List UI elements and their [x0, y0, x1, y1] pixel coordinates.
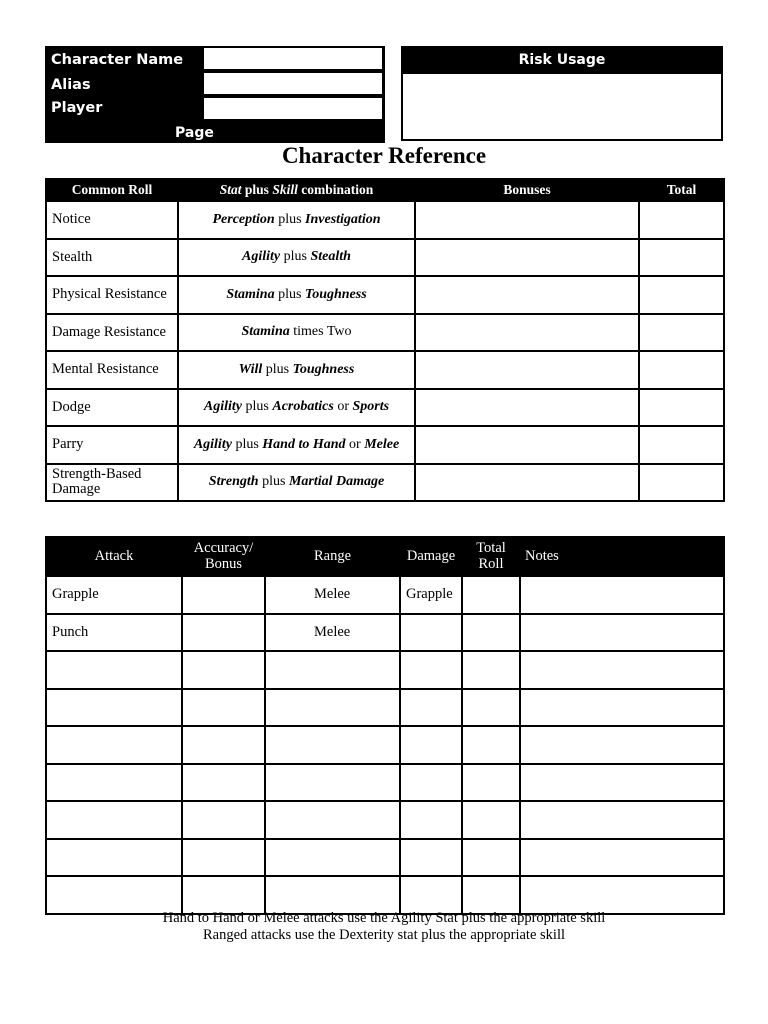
- damage-cell[interactable]: [400, 726, 462, 764]
- damage-cell[interactable]: [400, 876, 462, 914]
- notes-cell[interactable]: [520, 876, 724, 914]
- player-label: Player: [51, 100, 103, 116]
- skill-name: Martial Damage: [288, 474, 385, 490]
- bonuses-cell[interactable]: [415, 351, 639, 389]
- operator: plus: [265, 361, 290, 377]
- reference-row: [46, 464, 724, 502]
- roll-name: Stealth: [46, 239, 178, 277]
- reference-row: [46, 351, 724, 389]
- skill-word: Skill: [272, 182, 298, 197]
- notes-cell[interactable]: [520, 839, 724, 877]
- column-header-attack: Attack: [46, 537, 182, 576]
- stat-name: Perception: [212, 211, 275, 227]
- range-cell[interactable]: [265, 651, 400, 689]
- roll-name: Parry: [46, 426, 178, 464]
- damage-cell[interactable]: Grapple: [400, 576, 462, 614]
- total-roll-cell[interactable]: [462, 576, 520, 614]
- column-header-bonuses: Bonuses: [415, 179, 639, 201]
- total-roll-cell[interactable]: [462, 876, 520, 914]
- range-cell[interactable]: [265, 689, 400, 727]
- skill-name: Investigation: [305, 211, 381, 227]
- operator-or: or: [349, 436, 361, 452]
- risk-usage-box[interactable]: [401, 46, 723, 141]
- attack-cell[interactable]: [46, 801, 182, 839]
- damage-cell[interactable]: [400, 764, 462, 802]
- attack-row: [46, 689, 724, 727]
- roll-combination: [178, 464, 415, 502]
- stat-word: Stat: [219, 182, 242, 197]
- total-cell[interactable]: [639, 389, 724, 427]
- damage-cell[interactable]: [400, 801, 462, 839]
- total-cell[interactable]: [639, 464, 724, 502]
- total-cell[interactable]: [639, 426, 724, 464]
- damage-cell[interactable]: [400, 614, 462, 652]
- accuracy-cell[interactable]: [182, 839, 265, 877]
- notes-cell[interactable]: [520, 801, 724, 839]
- reference-row: [46, 426, 724, 464]
- bonuses-cell[interactable]: [415, 276, 639, 314]
- risk-usage-label: Risk Usage: [403, 48, 721, 74]
- notes-cell[interactable]: [520, 651, 724, 689]
- roll-name: Dodge: [46, 389, 178, 427]
- reference-row: [46, 389, 724, 427]
- reference-row: [46, 276, 724, 314]
- total-roll-cell[interactable]: [462, 764, 520, 802]
- accuracy-cell[interactable]: [182, 726, 265, 764]
- attack-cell[interactable]: [46, 726, 182, 764]
- accuracy-cell[interactable]: [182, 801, 265, 839]
- accuracy-cell[interactable]: [182, 876, 265, 914]
- bonuses-cell[interactable]: [415, 464, 639, 502]
- operator: plus: [262, 474, 286, 490]
- column-header-total: Total: [639, 179, 724, 201]
- operator: plus: [278, 211, 302, 227]
- footnote-melee: Hand to Hand or Melee attacks use the Agility Stat plus the appropriate skill: [162, 910, 606, 926]
- damage-cell[interactable]: [400, 839, 462, 877]
- total-roll-cell[interactable]: [462, 689, 520, 727]
- accuracy-cell[interactable]: [182, 651, 265, 689]
- footnote-ranged: Ranged attacks use the Dexterity stat plus the appropriate skill: [203, 927, 565, 943]
- operator-or: or: [337, 399, 349, 415]
- operator: plus: [278, 286, 302, 302]
- bonuses-cell[interactable]: [415, 314, 639, 352]
- stat-name: Agility: [193, 436, 232, 452]
- stat-name: Will: [238, 361, 263, 377]
- character-reference-table: [45, 178, 725, 502]
- roll-combination: [178, 426, 415, 464]
- range-cell[interactable]: Melee: [265, 614, 400, 652]
- attack-cell[interactable]: [46, 839, 182, 877]
- bonuses-cell[interactable]: [415, 239, 639, 277]
- column-header-notes: Notes: [520, 537, 724, 576]
- attack-table: [45, 536, 725, 915]
- total-cell[interactable]: [639, 239, 724, 277]
- total-cell[interactable]: [639, 314, 724, 352]
- page-title: Character Reference: [281, 143, 487, 168]
- total-cell[interactable]: [639, 276, 724, 314]
- total-cell[interactable]: [639, 351, 724, 389]
- total-roll-cell[interactable]: [462, 651, 520, 689]
- roll-combination: [178, 314, 415, 352]
- roll-name: Damage Resistance: [46, 314, 178, 352]
- attack-row: [46, 726, 724, 764]
- skill-name: Acrobatics: [272, 399, 334, 415]
- attack-cell[interactable]: [46, 651, 182, 689]
- roll-combination: [178, 351, 415, 389]
- plus-word: plus: [244, 182, 269, 197]
- total-roll-cell[interactable]: [462, 801, 520, 839]
- accuracy-cell[interactable]: [182, 576, 265, 614]
- character-info-box: [45, 46, 385, 143]
- notes-cell[interactable]: [520, 689, 724, 727]
- character-name-field[interactable]: [203, 47, 383, 70]
- reference-row: [46, 239, 724, 277]
- reference-row: [46, 201, 724, 239]
- attack-row: [46, 801, 724, 839]
- reference-header-row: [46, 179, 724, 201]
- range-cell[interactable]: [265, 726, 400, 764]
- stat-name: Stamina: [226, 286, 275, 302]
- range-cell[interactable]: [265, 839, 400, 877]
- roll-combination: [178, 201, 415, 239]
- stat-name: Agility: [203, 399, 243, 415]
- attack-row: [46, 651, 724, 689]
- column-header-accuracy: Accuracy/ Bonus: [182, 537, 265, 576]
- attack-cell[interactable]: Grapple: [46, 576, 182, 614]
- accuracy-cell[interactable]: [182, 689, 265, 727]
- attack-cell[interactable]: Punch: [46, 614, 182, 652]
- damage-cell[interactable]: [400, 651, 462, 689]
- reference-row: [46, 314, 724, 352]
- player-field[interactable]: [203, 97, 383, 120]
- operator: plus: [235, 436, 259, 452]
- stat-name: Strength: [208, 474, 259, 490]
- column-header-common-roll: Common Roll: [46, 179, 178, 201]
- roll-name: Physical Resistance: [46, 276, 178, 314]
- column-header-combination: [178, 179, 415, 201]
- alias-field[interactable]: [203, 72, 383, 95]
- attack-cell[interactable]: [46, 876, 182, 914]
- skill-name: Toughness: [304, 286, 367, 302]
- skill-name: Toughness: [292, 361, 355, 377]
- skill-name-alt: Melee: [364, 436, 400, 452]
- roll-combination: [178, 239, 415, 277]
- column-header-damage: Damage: [400, 537, 462, 576]
- attack-row: [46, 764, 724, 802]
- roll-name: Mental Resistance: [46, 351, 178, 389]
- notes-cell[interactable]: [520, 764, 724, 802]
- skill-name-alt: Sports: [352, 399, 390, 415]
- character-name-label: Character Name: [51, 52, 184, 68]
- column-header-total-roll: Total Roll: [462, 537, 520, 576]
- roll-name: Strength-Based Damage: [46, 464, 178, 502]
- accuracy-cell[interactable]: [182, 764, 265, 802]
- notes-cell[interactable]: [520, 726, 724, 764]
- operator: plus: [283, 249, 307, 265]
- footnotes: [0, 910, 768, 944]
- attack-header-row: [46, 537, 724, 576]
- stat-name: Agility: [242, 249, 281, 265]
- attack-cell[interactable]: [46, 689, 182, 727]
- attack-row: [46, 576, 724, 614]
- stat-name: Stamina: [241, 324, 290, 340]
- roll-combination: [178, 389, 415, 427]
- total-cell[interactable]: [639, 201, 724, 239]
- attack-row: [46, 614, 724, 652]
- bonuses-cell[interactable]: [415, 426, 639, 464]
- operator: times Two: [293, 324, 352, 340]
- bonuses-cell[interactable]: [415, 389, 639, 427]
- operator: plus: [245, 399, 269, 415]
- attack-row: [46, 839, 724, 877]
- bonuses-cell[interactable]: [415, 201, 639, 239]
- range-cell[interactable]: [265, 801, 400, 839]
- skill-name: Stealth: [310, 249, 351, 265]
- attack-row: [46, 876, 724, 914]
- range-cell[interactable]: [265, 764, 400, 802]
- accuracy-cell[interactable]: [182, 614, 265, 652]
- total-roll-cell[interactable]: [462, 614, 520, 652]
- range-cell[interactable]: Melee: [265, 576, 400, 614]
- total-roll-cell[interactable]: [462, 839, 520, 877]
- roll-combination: [178, 276, 415, 314]
- combination-word: combination: [301, 182, 374, 197]
- notes-cell[interactable]: [520, 614, 724, 652]
- roll-name: Notice: [46, 201, 178, 239]
- total-roll-cell[interactable]: [462, 726, 520, 764]
- range-cell[interactable]: [265, 876, 400, 914]
- page-label: Page: [175, 125, 214, 141]
- attack-cell[interactable]: [46, 764, 182, 802]
- skill-name: Hand to Hand: [262, 436, 346, 452]
- column-header-range: Range: [265, 537, 400, 576]
- alias-label: Alias: [51, 77, 91, 93]
- damage-cell[interactable]: [400, 689, 462, 727]
- notes-cell[interactable]: [520, 576, 724, 614]
